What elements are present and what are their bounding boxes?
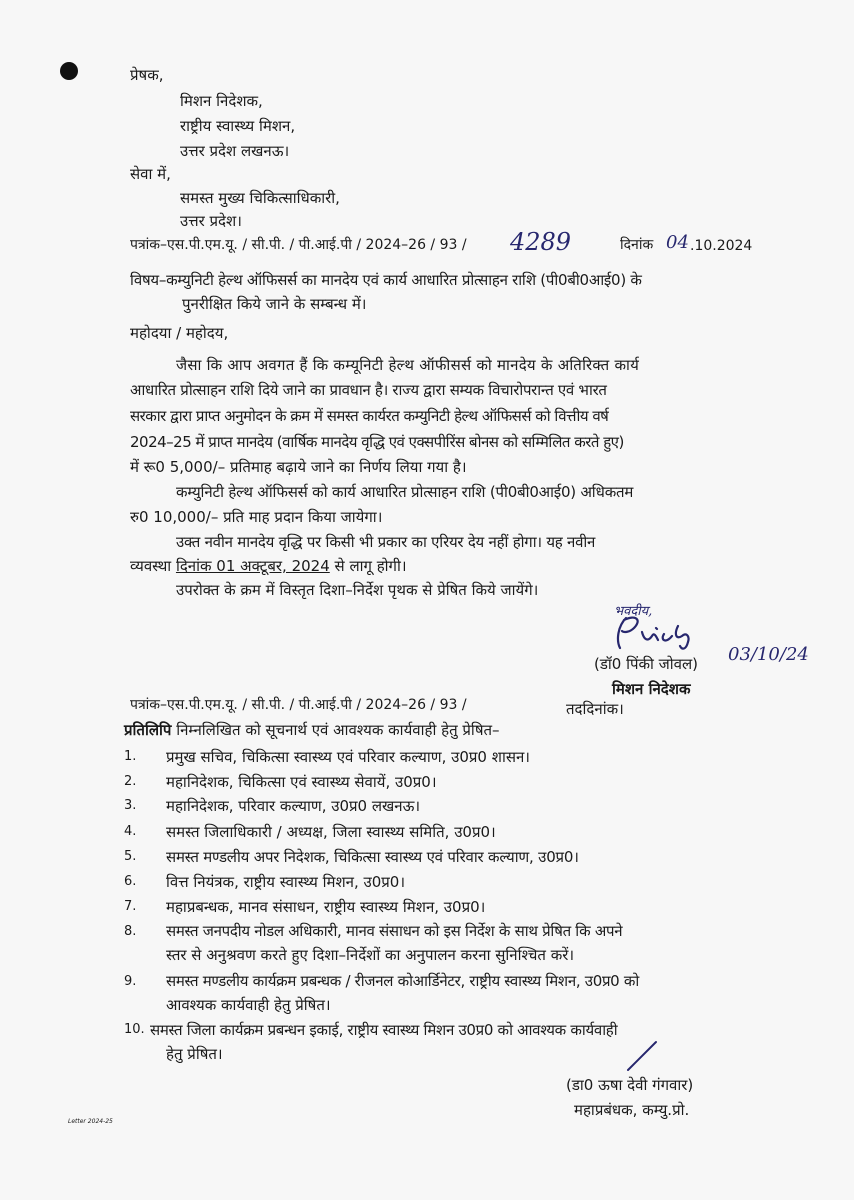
sender-line: मिशन निदेशक, xyxy=(180,92,263,110)
signatory-name: (डा0 ऊषा देवी गंगवार) xyxy=(566,1076,694,1094)
date-label: दिनांक xyxy=(620,237,654,253)
recipient-line: समस्त मुख्य चिकित्साधिकारी, xyxy=(180,189,340,207)
list-item-number: 2. xyxy=(124,774,137,789)
copy-date: तददिनांक। xyxy=(566,700,624,718)
signature-mark xyxy=(590,606,720,654)
handwritten-reference-number: 4289 xyxy=(510,228,572,256)
list-item: हेतु प्रेषित। xyxy=(166,1045,223,1063)
date-rest: .10.2024 xyxy=(690,238,753,254)
body-line: उक्त नवीन मानदेय वृद्धि पर किसी भी प्रकार का एरियर देय नहीं होगा। यह नवीन xyxy=(176,533,596,551)
body-line: 2024–25 में प्राप्त मानदेय (वार्षिक मानदेय वृद्धि एवं एक्सपीरिंस बोनस को सम्मिलित करते हुए) xyxy=(130,433,624,451)
body-line: में रू0 5,000/– प्रतिमाह बढ़ाये जाने का निर्णय लिया गया है। xyxy=(130,458,467,476)
salutation: महोदया / महोदय, xyxy=(130,324,229,342)
handwritten-signature-date: 03/10/24 xyxy=(728,644,809,665)
body-line: आधारित प्रोत्साहन राशि दिये जाने का प्रावधान है। राज्य द्वारा सम्यक विचारोपरान्त एवं भारत xyxy=(130,381,607,399)
list-item-number: 3. xyxy=(124,798,137,813)
list-item: समस्त मण्डलीय अपर निदेशक, चिकित्सा स्वास्थ्य एवं परिवार कल्याण, उ0प्र0। xyxy=(166,848,579,866)
signatory-designation: मिशन निदेशक xyxy=(612,680,691,698)
body-line: जैसा कि आप अवगत हैं कि कम्यूनिटी हेल्थ ऑफीसर्स को मानदेय के अतिरिक्त कार्य xyxy=(176,356,640,374)
list-item: समस्त जनपदीय नोडल अधिकारी, मानव संसाधन को इस निर्देश के साथ प्रेषित कि अपने xyxy=(166,922,623,940)
list-item: प्रमुख सचिव, चिकित्सा स्वास्थ्य एवं परिवार कल्याण, उ0प्र0 शासन। xyxy=(166,748,530,766)
closing: भवदीय, xyxy=(614,604,653,619)
list-item: समस्त जिला कार्यक्रम प्रबन्धन इकाई, राष्ट्रीय स्वास्थ्य मिशन उ0प्र0 को आवश्यक कार्यवाही xyxy=(150,1021,618,1039)
body-line: रु0 10,000/– प्रति माह प्रदान किया जायेगा। xyxy=(130,508,383,526)
body-text: से लागू होगी। xyxy=(329,557,407,575)
body-text: व्यवस्था xyxy=(130,557,176,575)
list-item-number: 6. xyxy=(124,874,137,889)
recipient-line: उत्तर प्रदेश। xyxy=(180,212,242,230)
body-line: उपरोक्त के क्रम में विस्तृत दिशा–निर्देश पृथक से प्रेषित किये जायेंगे। xyxy=(176,581,539,599)
list-item: स्तर से अनुश्रवण करते हुए दिशा–निर्देशों का अनुपालन करना सुनिश्चित करें। xyxy=(166,946,575,964)
sender-line: उत्तर प्रदेश लखनऊ। xyxy=(180,142,290,160)
list-item-number: 9. xyxy=(124,974,137,989)
body-line: कम्युनिटी हेल्थ ऑफिसर्स को कार्य आधारित प्रोत्साहन राशि (पी0बी0आई0) अधिकतम xyxy=(176,483,634,501)
copy-intro-label: प्रतिलिपि xyxy=(124,721,172,739)
list-item-number: 4. xyxy=(124,824,137,839)
body-line xyxy=(130,557,407,575)
copy-intro xyxy=(124,721,500,739)
list-item-number: 5. xyxy=(124,849,137,864)
copy-reference-number: पत्रांक–एस.पी.एम.यू. / सी.पी. / पी.आई.पी / 2024–26 / 93 / xyxy=(130,697,467,713)
subject-line: विषय–कम्युनिटी हेल्थ ऑफिसर्स का मानदेय एवं कार्य आधारित प्रोत्साहन राशि (पी0बी0आई0) के xyxy=(130,271,642,289)
signatory-name: (डॉ0 पिंकी जोवल) xyxy=(594,655,699,673)
list-item: समस्त जिलाधिकारी / अध्यक्ष, जिला स्वास्थ्य समिति, उ0प्र0। xyxy=(166,823,496,841)
handwritten-date-day: 04 xyxy=(666,232,689,253)
list-item-number: 7. xyxy=(124,899,137,914)
body-line: सरकार द्वारा प्राप्त अनुमोदन के क्रम में समस्त कार्यरत कम्युनिटी हेल्थ ऑफिसर्स को वित्तीय वर्ष xyxy=(130,407,609,425)
subject-line: पुनरीक्षित किये जाने के सम्बन्ध में। xyxy=(182,295,367,313)
footer-note: Letter 2024-25 xyxy=(68,1118,113,1125)
signatory-designation: महाप्रबंधक, कम्यु.प्रो. xyxy=(574,1101,690,1119)
signature-mark xyxy=(620,1038,660,1074)
effective-date: दिनांक 01 अक्टूबर, 2024 xyxy=(175,557,330,575)
reference-number: पत्रांक–एस.पी.एम.यू. / सी.पी. / पी.आई.पी / 2024–26 / 93 / xyxy=(130,237,467,253)
recipient-label: सेवा में, xyxy=(130,165,171,183)
list-item: आवश्यक कार्यवाही हेतु प्रेषित। xyxy=(166,996,331,1014)
list-item: वित्त नियंत्रक, राष्ट्रीय स्वास्थ्य मिशन, उ0प्र0। xyxy=(166,873,406,891)
copy-intro-text: निम्नलिखित को सूचनार्थ एवं आवश्यक कार्यवाही हेतु प्रेषित– xyxy=(171,721,500,739)
sender-line: राष्ट्रीय स्वास्थ्य मिशन, xyxy=(180,117,296,135)
punch-hole-mark xyxy=(60,62,78,80)
sender-label: प्रेषक, xyxy=(130,66,164,84)
list-item-number: 8. xyxy=(124,924,137,939)
list-item: समस्त मण्डलीय कार्यक्रम प्रबन्धक / रीजनल कोआर्डिनेटर, राष्ट्रीय स्वास्थ्य मिशन, उ0प्र0 को xyxy=(166,972,639,990)
list-item-number: 1. xyxy=(124,749,137,764)
list-item: महानिदेशक, परिवार कल्याण, उ0प्र0 लखनऊ। xyxy=(166,797,421,815)
list-item: महानिदेशक, चिकित्सा एवं स्वास्थ्य सेवायें, उ0प्र0। xyxy=(166,773,437,791)
list-item-number: 10. xyxy=(124,1022,145,1037)
list-item: महाप्रबन्धक, मानव संसाधन, राष्ट्रीय स्वास्थ्य मिशन, उ0प्र0। xyxy=(166,898,486,916)
